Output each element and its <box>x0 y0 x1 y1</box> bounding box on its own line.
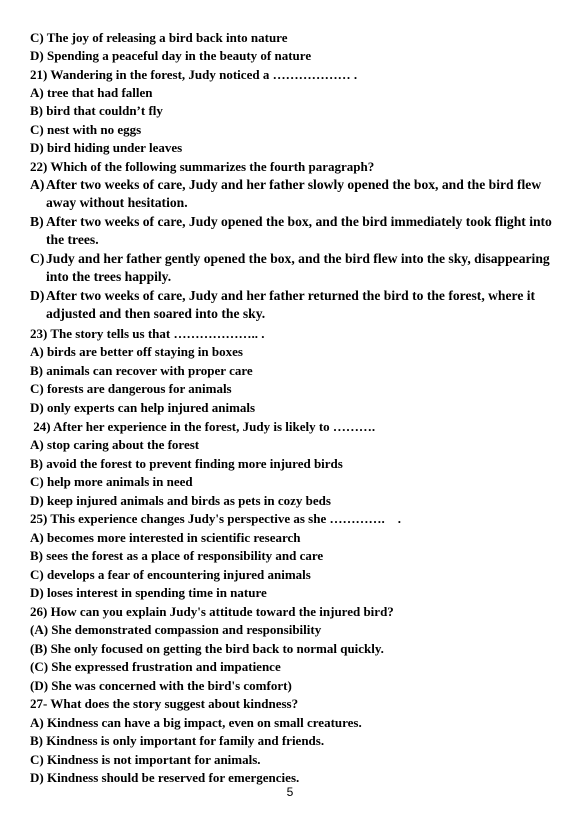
question-23: 23) The story tells us that ……………….. . <box>30 326 265 341</box>
option-23d: D) only experts can help injured animals <box>30 400 256 415</box>
question-27: 27- What does the story suggest about kindness? <box>30 696 299 711</box>
option-22c <box>30 250 562 286</box>
question-22: 22) Which of the following summarizes the fourth paragraph? <box>30 159 375 174</box>
option-26a: (A) She demonstrated compassion and responsibility <box>30 622 322 637</box>
option-label: D) <box>30 288 45 303</box>
option-25b: B) sees the forest as a place of responsibility and care <box>30 548 324 563</box>
option-24a: A) stop caring about the forest <box>30 437 200 452</box>
option-23a: A) birds are better off staying in boxes <box>30 344 243 359</box>
question-21: 21) Wandering in the forest, Judy noticed a ……………… . <box>30 67 358 82</box>
option-25d: D) loses interest in spending time in nature <box>30 585 267 600</box>
option-20c: C) The joy of releasing a bird back into nature <box>30 30 288 45</box>
option-26b: (B) She only focused on getting the bird back to normal quickly. <box>30 641 384 656</box>
option-label: A) <box>30 177 45 192</box>
option-text: After two weeks of care, Judy opened the box, and the bird immediately took flight into the trees. <box>46 214 552 247</box>
option-label: B) <box>30 214 44 229</box>
option-25c: C) develops a fear of encountering injured animals <box>30 567 311 582</box>
option-text: Judy and her father gently opened the box, and the bird flew into the sky, disappearing into the trees happily. <box>46 251 550 284</box>
option-20d: D) Spending a peaceful day in the beauty of nature <box>30 48 312 63</box>
option-26c: (C) She expressed frustration and impatience <box>30 659 281 674</box>
option-27a: A) Kindness can have a big impact, even on small creatures. <box>30 715 362 730</box>
question-24: 24) After her experience in the forest, Judy is likely to ………. <box>30 419 376 434</box>
option-22b <box>30 213 562 249</box>
option-27d: D) Kindness should be reserved for emergencies. <box>30 770 300 785</box>
option-text: After two weeks of care, Judy and her father returned the bird to the forest, where it adjusted and then soared into the sky. <box>46 288 536 321</box>
option-24b: B) avoid the forest to prevent finding more injured birds <box>30 456 343 471</box>
page-number: 5 <box>286 785 294 799</box>
option-24c: C) help more animals in need <box>30 474 193 489</box>
option-24d: D) keep injured animals and birds as pets in cozy beds <box>30 493 331 508</box>
option-23b: B) animals can recover with proper care <box>30 363 253 378</box>
option-26d: (D) She was concerned with the bird's comfort) <box>30 678 292 693</box>
option-27b: B) Kindness is only important for family and friends. <box>30 733 325 748</box>
question-25: 25) This experience changes Judy's perspective as she …………. . <box>30 511 401 526</box>
option-23c: C) forests are dangerous for animals <box>30 381 232 396</box>
option-label: C) <box>30 251 45 266</box>
option-text: After two weeks of care, Judy and her father slowly opened the box, and the bird flew away without hesitation. <box>46 177 542 210</box>
option-22d <box>30 287 562 323</box>
option-21c: C) nest with no eggs <box>30 122 142 137</box>
option-22a <box>30 176 562 212</box>
option-25a: A) becomes more interested in scientific research <box>30 530 301 545</box>
question-26: 26) How can you explain Judy's attitude toward the injured bird? <box>30 604 394 619</box>
option-21d: D) bird hiding under leaves <box>30 140 183 155</box>
option-21a: A) tree that had fallen <box>30 85 153 100</box>
option-21b: B) bird that couldn’t fly <box>30 103 163 118</box>
option-27c: C) Kindness is not important for animals. <box>30 752 261 767</box>
